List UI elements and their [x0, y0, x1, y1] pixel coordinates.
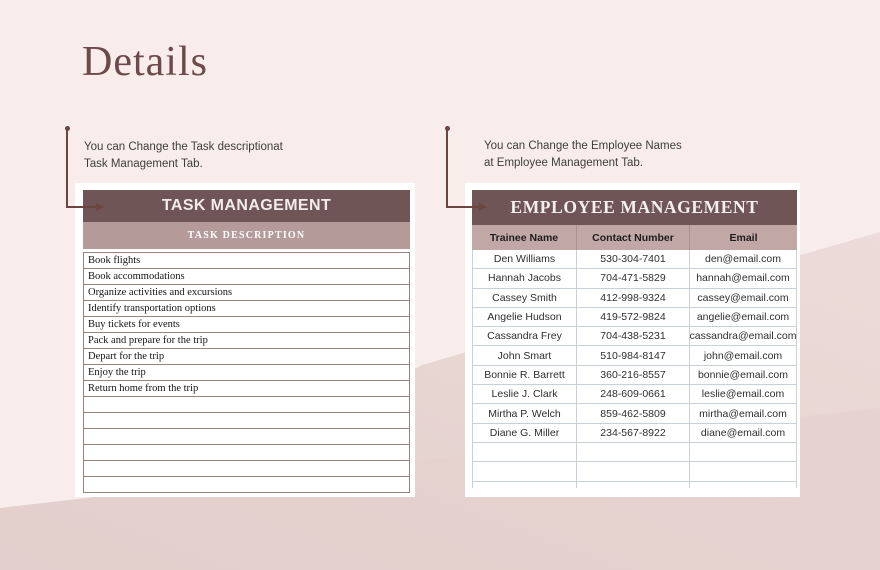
cell-contact: 704-438-5231 [577, 327, 690, 346]
task-row: Enjoy the trip [84, 365, 409, 381]
cell-contact: 412-998-9324 [577, 289, 690, 308]
task-row-empty [84, 445, 409, 461]
table-row [472, 366, 797, 385]
task-row: Return home from the trip [84, 381, 409, 397]
employee-connector-arrow-icon [479, 203, 487, 211]
table-row [472, 404, 797, 423]
task-row-empty [84, 413, 409, 429]
table-row [472, 385, 797, 404]
employee-table-body [472, 250, 797, 488]
task-annotation [84, 139, 283, 172]
cell-email: den@email.com [690, 250, 797, 269]
employee-annotation-line2: at Employee Management Tab. [484, 156, 643, 169]
task-row: Identify transportation options [84, 301, 409, 317]
table-row [472, 289, 797, 308]
task-row: Book flights [84, 253, 409, 269]
table-row [472, 250, 797, 269]
task-connector-line-horizontal [66, 206, 96, 208]
table-row [472, 424, 797, 443]
cell-contact: 704-471-5829 [577, 269, 690, 288]
cell-empty [690, 482, 797, 488]
cell-email: diane@email.com [690, 424, 797, 443]
cell-name: Den Williams [472, 250, 577, 269]
column-header-trainee-name: Trainee Name [472, 225, 577, 250]
cell-empty [690, 462, 797, 481]
task-list [83, 252, 410, 493]
task-row: Depart for the trip [84, 349, 409, 365]
cell-contact: 248-609-0661 [577, 385, 690, 404]
cell-contact: 234-567-8922 [577, 424, 690, 443]
cell-name: Diane G. Miller [472, 424, 577, 443]
cell-contact: 859-462-5809 [577, 404, 690, 423]
task-row: Book accommodations [84, 269, 409, 285]
cell-email: leslie@email.com [690, 385, 797, 404]
cell-email: hannah@email.com [690, 269, 797, 288]
table-row [472, 269, 797, 288]
task-row-empty [84, 429, 409, 445]
cell-name: Angelie Hudson [472, 308, 577, 327]
employee-annotation-line1: You can Change the Employee Names [484, 140, 682, 152]
task-row-empty [84, 461, 409, 477]
cell-email: cassey@email.com [690, 289, 797, 308]
column-header-email: Email [729, 231, 758, 244]
table-row [472, 346, 797, 365]
employee-column-headers [472, 225, 797, 250]
employee-connector-line-horizontal [446, 206, 479, 208]
cell-name: Hannah Jacobs [472, 269, 577, 288]
task-row: Buy tickets for events [84, 317, 409, 333]
cell-email: angelie@email.com [690, 308, 797, 327]
task-row-empty [84, 477, 409, 493]
cell-email: cassandra@email.com [690, 327, 797, 346]
cell-empty [577, 482, 690, 488]
cell-contact: 360-216-8557 [577, 366, 690, 385]
task-management-title: TASK MANAGEMENT [83, 190, 410, 222]
task-connector-line-vertical [66, 128, 68, 208]
cell-name: Leslie J. Clark [472, 385, 577, 404]
cell-name: John Smart [472, 346, 577, 365]
cell-empty [472, 443, 577, 462]
cell-email: john@email.com [690, 346, 797, 365]
task-annotation-line1: You can Change the Task descriptionat [84, 141, 283, 153]
cell-email: mirtha@email.com [690, 404, 797, 423]
cell-contact: 510-984-8147 [577, 346, 690, 365]
table-row [472, 327, 797, 346]
table-row [472, 308, 797, 327]
cell-name: Cassandra Frey [472, 327, 577, 346]
employee-management-title: EMPLOYEE MANAGEMENT [472, 190, 797, 225]
cell-empty [690, 443, 797, 462]
task-management-card [75, 183, 415, 497]
task-row: Organize activities and excursions [84, 285, 409, 301]
task-annotation-line2: Task Management Tab. [84, 157, 203, 170]
cell-empty [472, 462, 577, 481]
cell-name: Mirtha P. Welch [472, 404, 577, 423]
cell-email: bonnie@email.com [690, 366, 797, 385]
table-row-empty [472, 462, 797, 481]
page-title: Details [82, 39, 208, 85]
table-row-empty [472, 482, 797, 488]
task-description-header: TASK DESCRIPTION [83, 222, 410, 249]
employee-connector-line-vertical [446, 128, 448, 208]
cell-empty [577, 462, 690, 481]
cell-contact: 419-572-9824 [577, 308, 690, 327]
cell-contact: 530-304-7401 [577, 250, 690, 269]
cell-name: Cassey Smith [472, 289, 577, 308]
task-row: Pack and prepare for the trip [84, 333, 409, 349]
employee-management-card [465, 183, 800, 497]
task-row-empty [84, 397, 409, 413]
cell-empty [577, 443, 690, 462]
task-connector-arrow-icon [96, 203, 104, 211]
column-header-contact-number: Contact Number [577, 225, 690, 250]
cell-empty [472, 482, 577, 488]
table-row-empty [472, 443, 797, 462]
employee-annotation [484, 138, 682, 171]
cell-name: Bonnie R. Barrett [472, 366, 577, 385]
